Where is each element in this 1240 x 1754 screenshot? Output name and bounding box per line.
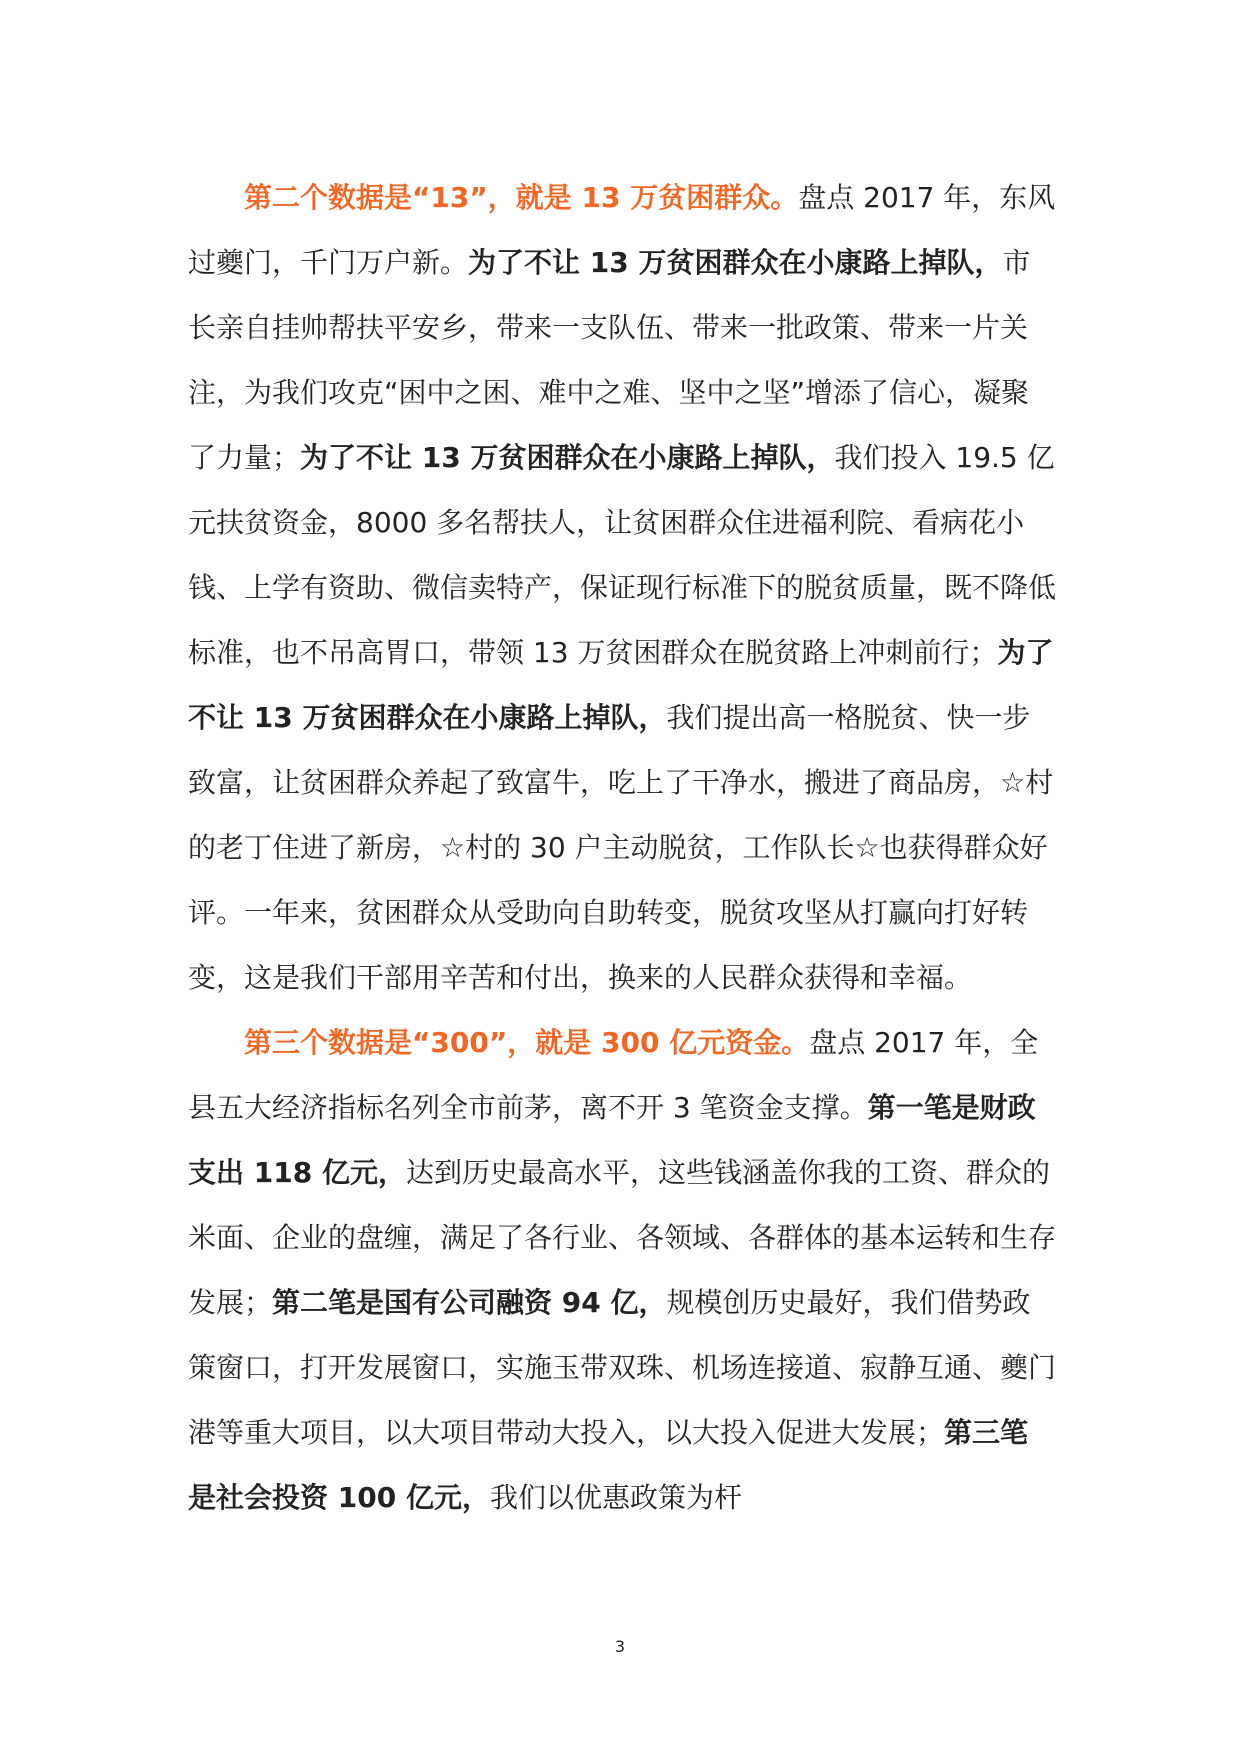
text-run: 达到历史最高水平，这些钱涵盖你我的工资、群众的米面、企业的盘缠，满足了各行业、各领域、各群体的基本运转和生存发展； — [188, 1156, 1057, 1319]
text-run: 市长亲自挂帅帮扶平安乡，带来一支队伍、带来一批政策、带来一片关注，为我们攻克“困中之困、难中之难、坚中之坚”增添了信心，凝聚了力量； — [188, 246, 1031, 474]
text-run: 规模创历史最好，我们借势政策窗口，打开发展窗口，实施玉带双珠、机场连接道、寂静互通、夔门港等重大项目，以大项目带动大投入，以大投入促进大发展； — [188, 1286, 1057, 1449]
bold-phrase: 第三笔是社会投资 100 亿元， — [188, 1416, 1029, 1514]
section-heading-13: 第二个数据是“13”，就是 13 万贫困群众。 — [244, 181, 799, 214]
bold-phrase: 为了不让 13 万贫困群众在小康路上掉队， — [468, 246, 1003, 279]
section-heading-300: 第三个数据是“300”，就是 300 亿元资金。 — [244, 1026, 810, 1059]
text-run: 盘点 2017 年，东风过夔门，千门万户新。 — [188, 181, 1056, 279]
body-text — [188, 165, 1056, 1530]
paragraph-1 — [188, 165, 1056, 1010]
paragraph-2 — [188, 1010, 1056, 1530]
text-run: 我们以优惠政策为杆 — [489, 1481, 742, 1514]
page-number: 3 — [614, 1637, 626, 1656]
text-run: 盘点 2017 年，全县五大经济指标名列全市前茅，离不开 3 笔资金支撑。 — [188, 1026, 1039, 1124]
text-run: 我们提出高一格脱贫、快一步致富，让贫困群众养起了致富牛，吃上了干净水，搬进了商品房，☆村的老丁住进了新房，☆村的 30 户主动脱贫，工作队长☆也获得群众好评。一年来，贫困群众从受助向自助转变，脱贫攻坚从打赢向打好转变，这是我们干部用辛苦和付出，换来的人民群众获得和幸福。 — [188, 701, 1054, 994]
bold-phrase: 为了不让 13 万贫困群众在小康路上掉队， — [300, 441, 835, 474]
bold-phrase: 为了不让 13 万贫困群众在小康路上掉队， — [188, 636, 1054, 734]
bold-phrase: 第一笔是财政支出 118 亿元， — [188, 1091, 1036, 1189]
bold-phrase: 第二笔是国有公司融资 94 亿， — [272, 1286, 667, 1319]
text-run: 我们投入 19.5 亿元扶贫资金，8000 多名帮扶人，让贫困群众住进福利院、看病花小钱、上学有资助、微信卖特产，保证现行标准下的脱贫质量，既不降低标准，也不吊高胃口，带领 13 万贫困群众在脱贫路上冲刺前行； — [188, 441, 1057, 669]
